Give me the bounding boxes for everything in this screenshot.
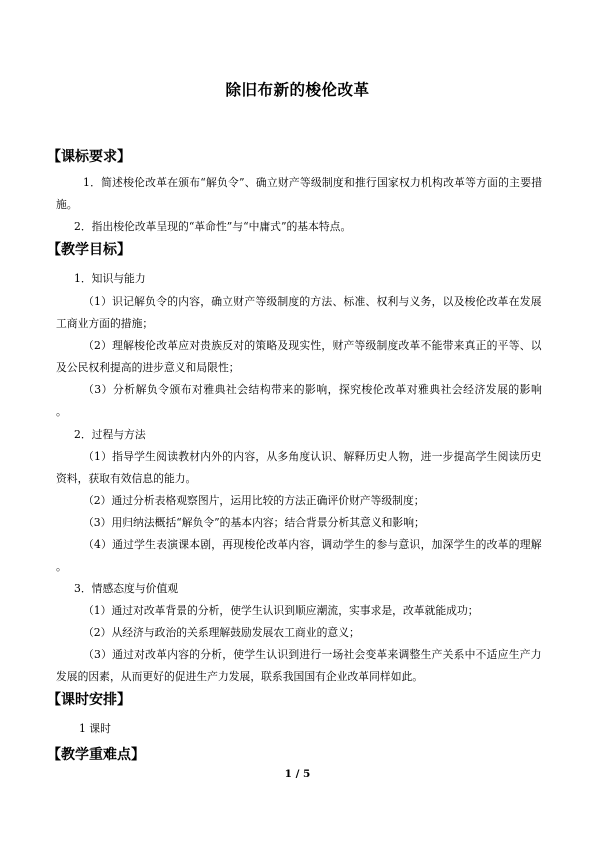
- values-item-1: （1）通过对改革背景的分析，使学生认识到顺应潮流，实事求是，改革就能成功；: [83, 604, 479, 617]
- objectives-values-label: 3．情感态度与价值观: [74, 582, 179, 595]
- process-item-4-line-1: （ 4 ） 通 过 学 生 表 演 课 本 剧 ， 再 现 梭 伦 改 革 内 容 ， 调 动 学 生 的 参 与 意 识 ， 加 深 学 生 的 改 革 的 理 解: [83, 538, 542, 551]
- knowledge-item-3-line-2: 。: [56, 405, 67, 418]
- process-item-1-line-1: （ 1 ） 指 导 学 生 阅 读 教 材 内 外 的 内 容 ， 从 多 角 度 认 识 、 解 释 历 史 人 物 ， 进 一 步 提 高 学 生 阅 读 历 史: [83, 450, 542, 463]
- process-item-3: （3）用归纳法概括“解负令”的基本内容；结合背景分析其意义和影响；: [83, 516, 425, 529]
- process-item-1-line-2: 资料，获取有效信息的能力。: [56, 472, 197, 485]
- values-item-3-line-1: （ 3 ） 通 过 对 改 革 内 容 的 分 析 ， 使 学 生 认 识 到 进 行 一 场 社 会 变 革 来 调 整 生 产 关 系 中 不 适 应 生 产 力: [83, 648, 542, 661]
- page-title: 除旧布新的梭伦改革: [225, 81, 370, 99]
- curriculum-item-1-line-2: 施。: [56, 198, 78, 211]
- heading-objectives: 【教学目标】: [47, 242, 131, 258]
- curriculum-item-2: 2．指出梭伦改革呈现的“革命性”与“中庸式”的基本特点。: [74, 220, 352, 233]
- knowledge-item-2-line-2: 及公民权利提高的进步意义和局限性；: [56, 361, 240, 374]
- page-number: 1 / 5: [284, 768, 311, 780]
- objectives-process-label: 2．过程与方法: [74, 428, 146, 441]
- schedule-text: 1 课时: [79, 722, 111, 735]
- values-item-3-line-2: 发展的因素，从而更好的促进生产力发展，联系我国国有企业改革同样如此。: [56, 670, 424, 683]
- process-item-2: （2）通过分析表格观察图片，运用比较的方法正确评价财产等级制度；: [83, 494, 425, 507]
- values-item-2: （2）从经济与政治的关系理解鼓励发展农工商业的意义；: [83, 626, 360, 639]
- curriculum-item-1-line-1: 1 ． 简 述 梭 伦 改 革 在 颁 布 “ 解 负 令 ” 、 确 立 财 产 等 级 制 度 和 推 行 国 家 权 力 机 构 改 革 等 方 面 的 主 要 措: [83, 176, 542, 189]
- process-item-4-line-2: 。: [56, 560, 67, 573]
- heading-keypoints: 【教学重难点】: [47, 747, 145, 763]
- heading-curriculum: 【课标要求】: [47, 149, 131, 165]
- heading-schedule: 【课时安排】: [47, 692, 131, 708]
- objectives-knowledge-label: 1．知识与能力: [74, 272, 146, 285]
- knowledge-item-1-line-2: 工商业方面的措施；: [56, 317, 154, 330]
- knowledge-item-3-line-1: （ 3 ） 分 析 解 负 令 颁 布 对 雅 典 社 会 结 构 带 来 的 影 响 ， 探 究 梭 伦 改 革 对 雅 典 社 会 经 济 发 展 的 影 响: [83, 383, 542, 396]
- knowledge-item-1-line-1: （ 1 ） 识 记 解 负 令 的 内 容 ， 确 立 财 产 等 级 制 度 的 方 法 、 标 准 、 权 利 与 义 务 ， 以 及 梭 伦 改 革 在 发 展: [83, 295, 542, 308]
- knowledge-item-2-line-1: （ 2 ） 理 解 梭 伦 改 革 应 对 贵 族 反 对 的 策 略 及 现 实 性 ， 财 产 等 级 制 度 改 革 不 能 带 来 真 正 的 平 等 、 以: [83, 339, 542, 352]
